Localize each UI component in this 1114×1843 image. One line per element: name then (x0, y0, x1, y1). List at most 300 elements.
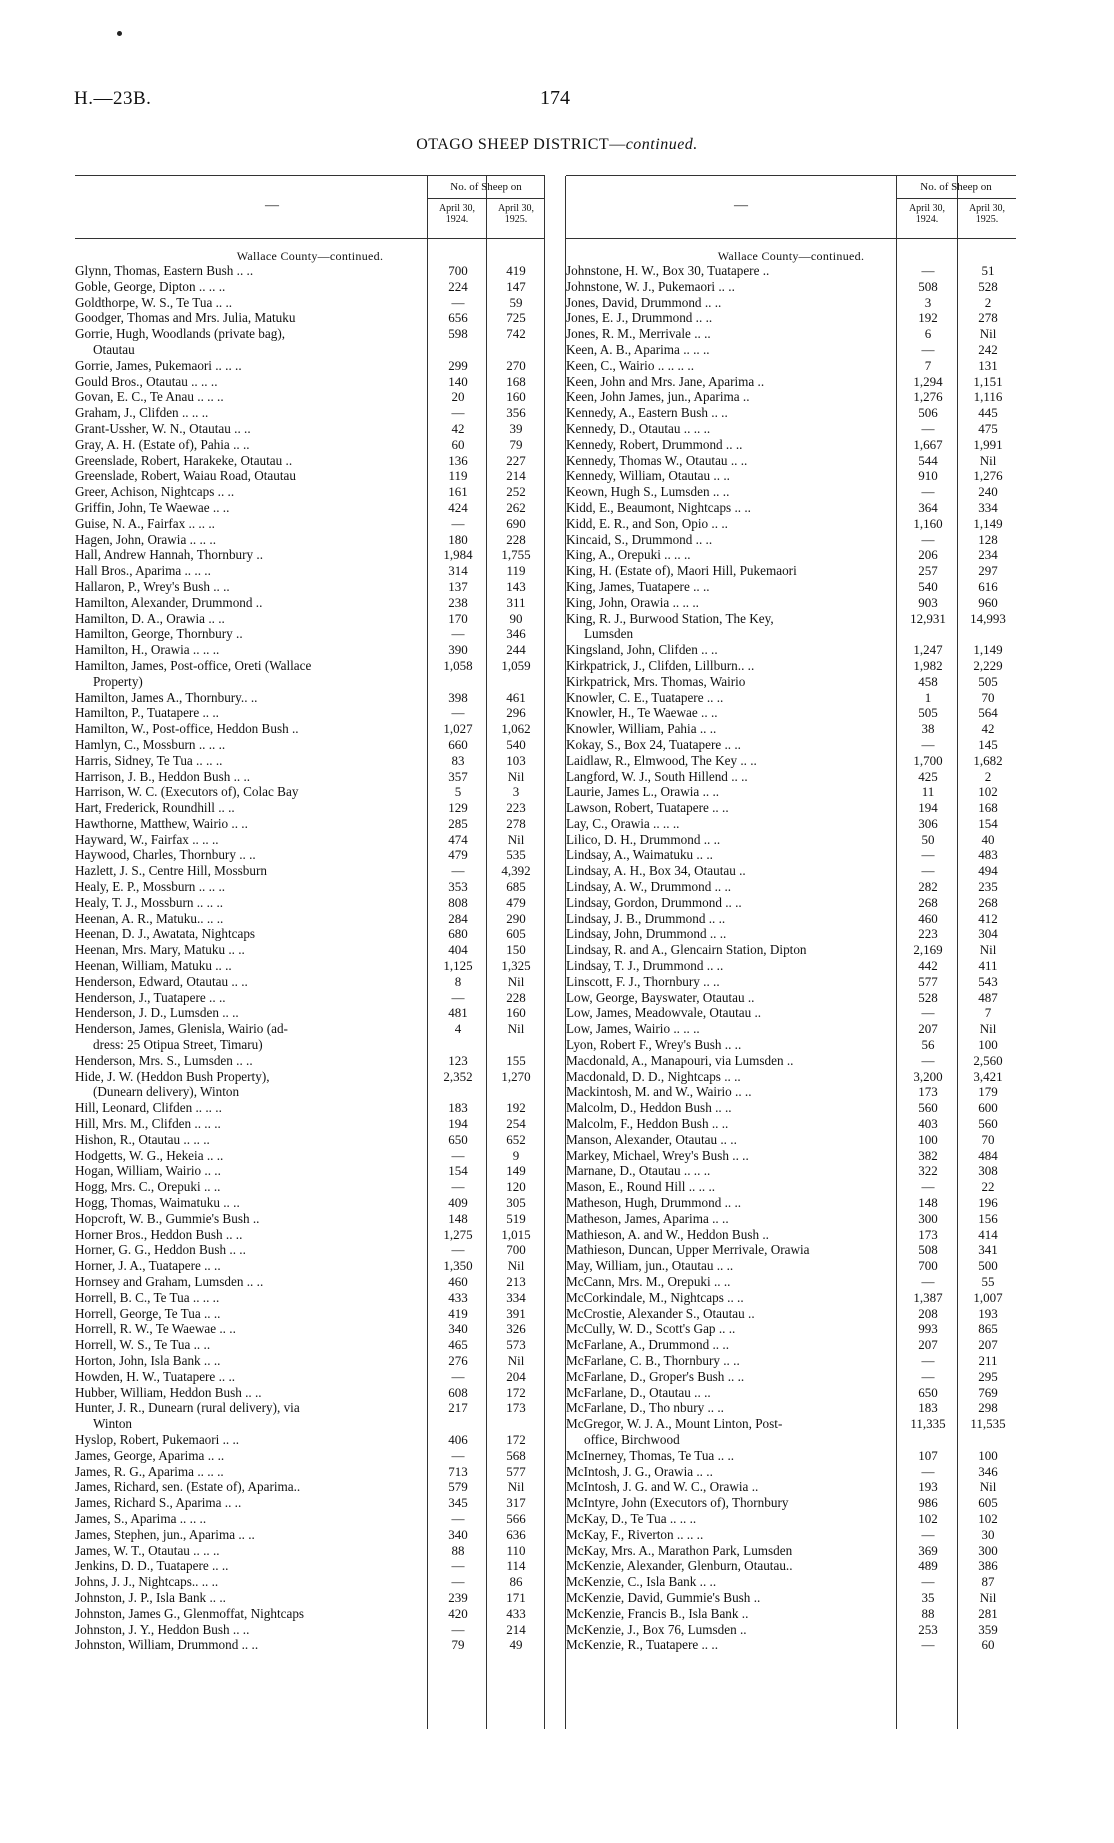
sheep-1925-cell: 179 (978, 1084, 998, 1100)
table-row (75, 1558, 545, 1574)
table-row (75, 1290, 545, 1306)
table-row (75, 1100, 545, 1116)
table-row (566, 358, 1016, 374)
table-row (75, 816, 545, 832)
sheep-1924-cell: — (451, 1447, 465, 1463)
table-row (566, 1116, 1016, 1132)
sheep-1925-cell: 445 (978, 405, 998, 421)
table-row (566, 737, 1016, 753)
table-row (566, 295, 1016, 311)
table-row (566, 800, 1016, 816)
table-row (566, 769, 1016, 785)
owner-cell: Laidlaw, R., Elmwood, The Key .. .. (566, 752, 757, 768)
owner-cell: Lyon, Robert F., Wrey's Bush .. .. (566, 1037, 742, 1053)
sheep-1924-cell: 598 (448, 326, 468, 342)
sheep-1925-cell: 483 (978, 847, 998, 863)
owner-cell: King, R. J., Burwood Station, The Key, (566, 610, 774, 626)
sheep-1924-cell: 1,247 (913, 642, 943, 658)
sheep-1924-cell: 409 (448, 1195, 468, 1211)
table-row (566, 374, 1016, 390)
sheep-1924-cell: 119 (448, 468, 468, 484)
left-rows (75, 263, 545, 1653)
table-row (75, 342, 545, 358)
owner-cell: Horrell, R. W., Te Waewae .. .. (75, 1321, 236, 1337)
owner-cell: Kirkpatrick, Mrs. Thomas, Wairio (566, 673, 746, 689)
year-1925-header (959, 203, 1015, 225)
sheep-1924-cell: 238 (448, 594, 468, 610)
sheep-1925-cell: 1,991 (973, 436, 1003, 452)
owner-cell: Lindsay, A., Waimatuku .. .. (566, 847, 713, 863)
sheep-1925-cell: 120 (506, 1179, 526, 1195)
table-row (75, 1353, 545, 1369)
table-row (75, 1163, 545, 1179)
table-row (566, 1527, 1016, 1543)
sheep-1925-cell: 242 (978, 341, 998, 357)
sheep-1925-cell: 573 (506, 1337, 526, 1353)
report-code: H.—23B. (74, 88, 152, 109)
sheep-1924-cell: 257 (918, 563, 938, 579)
table-row (75, 674, 545, 690)
sheep-1924-cell: 208 (918, 1305, 938, 1321)
sheep-1925-cell: 70 (981, 1131, 995, 1147)
sheep-1925-cell: 14,993 (970, 610, 1006, 626)
owner-cell: McKenzie, Alexander, Glenburn, Otautau.. (566, 1558, 793, 1574)
owner-cell: King, H. (Estate of), Maori Hill, Pukemaori (566, 563, 797, 579)
sheep-1925-cell: 7 (984, 1005, 992, 1021)
sheep-1924-cell: — (451, 294, 465, 310)
sheep-1925-cell: 346 (506, 626, 526, 642)
sheep-1925-cell: 605 (506, 926, 526, 942)
sheep-1925-cell: 391 (506, 1305, 526, 1321)
table-row (566, 721, 1016, 737)
sheep-1925-cell: 479 (506, 894, 526, 910)
owner-cell: Hayward, W., Fairfax .. .. .. (75, 831, 219, 847)
year-1924-header (898, 203, 956, 225)
sheep-1925-cell: Nil (979, 1021, 997, 1037)
sheep-1924-cell: 306 (918, 815, 938, 831)
sheep-1924-cell: 403 (918, 1116, 938, 1132)
sheep-1924-cell: 1,275 (443, 1226, 473, 1242)
table-row (75, 1069, 545, 1085)
owner-cell: Henderson, J., Tuatapere .. .. (75, 989, 226, 1005)
sheep-1924-cell: 353 (448, 879, 468, 895)
table-row (566, 1353, 1016, 1369)
table-row (75, 263, 545, 279)
page-title (0, 136, 1114, 154)
owner-cell: McCully, W. D., Scott's Gap .. .. (566, 1321, 736, 1337)
sheep-1924-cell: 6 (924, 326, 932, 342)
table-row (566, 816, 1016, 832)
sheep-1924-cell: — (451, 1510, 465, 1526)
sheep-1924-cell: 903 (918, 594, 938, 610)
year-1924-header (429, 203, 485, 225)
owner-cell: McKenzie, C., Isla Bank .. .. (566, 1574, 717, 1590)
sheep-1925-cell: 308 (978, 1163, 998, 1179)
table-row (75, 389, 545, 405)
owner-cell: Greer, Achison, Nightcaps .. .. (75, 484, 235, 500)
sheep-1924-cell: 420 (448, 1605, 468, 1621)
owner-cell: James, Richard, sen. (Estate of), Aparima.. (75, 1479, 301, 1495)
sheep-1925-cell: 2,560 (973, 1052, 1003, 1068)
sheep-1924-cell: 1,027 (443, 721, 473, 737)
table-row (75, 642, 545, 658)
owner-cell: Mackintosh, M. and W., Wairio .. .. (566, 1084, 752, 1100)
table-row (566, 1021, 1016, 1037)
sheep-1924-cell: 424 (448, 499, 468, 515)
table-row (75, 990, 545, 1006)
sheep-1925-cell: 484 (978, 1147, 998, 1163)
table-row (566, 1148, 1016, 1164)
table-row (566, 437, 1016, 453)
owner-cell: Goble, George, Dipton .. .. .. (75, 278, 226, 294)
sheep-1924-cell: 137 (448, 578, 468, 594)
table-row (75, 1195, 545, 1211)
owner-cell: Gould Bros., Otautau .. .. .. (75, 373, 218, 389)
table-row (566, 1558, 1016, 1574)
table-row (566, 342, 1016, 358)
sheep-1925-cell: 55 (981, 1274, 995, 1289)
owner-cell: dress: 25 Otipua Street, Timaru) (93, 1037, 263, 1053)
sheep-1925-cell: 240 (978, 484, 998, 500)
sheep-1925-cell: 960 (978, 594, 998, 610)
sheep-1925-cell: 51 (981, 263, 995, 278)
sheep-1924-cell: 406 (448, 1431, 468, 1447)
sheep-1925-cell: 149 (506, 1163, 526, 1179)
sheep-1925-cell: 87 (981, 1574, 995, 1590)
title-main: OTAGO SHEEP DISTRICT— (416, 136, 626, 153)
table-row (75, 1385, 545, 1401)
sheep-1924-cell: 700 (918, 1258, 938, 1274)
table-row (566, 705, 1016, 721)
sheep-1925-cell: 1,276 (973, 468, 1003, 484)
table-row (566, 405, 1016, 421)
sheep-1924-cell: 207 (918, 1337, 938, 1353)
sheep-1925-cell: 160 (506, 389, 526, 405)
table-row (75, 1132, 545, 1148)
sheep-1924-cell: — (921, 263, 935, 278)
sheep-1925-cell: 297 (978, 563, 998, 579)
sheep-1925-cell: 600 (978, 1100, 998, 1116)
sheep-1924-cell: 540 (918, 578, 938, 594)
sheep-1924-cell: 474 (448, 831, 468, 847)
sheep-1924-cell: — (921, 1368, 935, 1384)
table-row (566, 1606, 1016, 1622)
owner-cell: Gorrie, James, Pukemaori .. .. .. (75, 357, 242, 373)
table-row (566, 1258, 1016, 1274)
sheep-1924-cell: 560 (918, 1100, 938, 1116)
sheep-1925-cell: 9 (512, 1147, 520, 1163)
sheep-1924-cell: 20 (451, 389, 465, 405)
table-row (566, 911, 1016, 927)
owner-cell: Mathieson, Duncan, Upper Merrivale, Orawia (566, 1242, 810, 1258)
sheep-1924-cell: 608 (448, 1384, 468, 1400)
sheep-1924-cell: 713 (448, 1463, 468, 1479)
table-row (566, 1274, 1016, 1290)
table-row (75, 1400, 545, 1416)
sheep-1925-cell: 1,007 (973, 1289, 1003, 1305)
sheep-1925-cell: 296 (506, 705, 526, 721)
table-row (566, 753, 1016, 769)
owner-cell: James, Richard S., Aparima .. .. (75, 1495, 242, 1511)
sheep-1924-cell: 123 (448, 1052, 468, 1068)
owner-cell: Harris, Sidney, Te Tua .. .. .. (75, 752, 223, 768)
owner-cell: Johnston, William, Drummond .. .. (75, 1637, 259, 1653)
col2-label-a: April 30, (497, 203, 535, 214)
sheep-1924-cell: 398 (448, 689, 468, 705)
owner-cell: Keown, Hugh S., Lumsden .. .. (566, 484, 730, 500)
owner-cell: Hishon, R., Otautau .. .. .. (75, 1131, 210, 1147)
sheep-1925-cell: 213 (506, 1274, 526, 1289)
table-row (75, 500, 545, 516)
sheep-1924-cell: 460 (918, 910, 938, 926)
sheep-1924-cell: 1,125 (443, 958, 473, 974)
sheep-1925-cell: 1,325 (501, 958, 531, 974)
sheep-1924-cell: — (921, 531, 935, 547)
owner-cell: McKenzie, David, Gummie's Bush .. (566, 1589, 761, 1605)
sheep-1925-cell: 2 (984, 768, 992, 784)
sheep-1925-cell: 207 (978, 1337, 998, 1353)
sheep-1925-cell: 411 (978, 958, 998, 974)
owner-cell: Laurie, James L., Orawia .. .. (566, 784, 720, 800)
sheep-1924-cell: 282 (918, 879, 938, 895)
owner-cell: Henderson, Edward, Otautau .. .. (75, 973, 248, 989)
sheep-1924-cell: 183 (918, 1400, 938, 1416)
sheep-1924-cell: 508 (918, 278, 938, 294)
sheep-1925-cell: 90 (509, 610, 523, 626)
table-row (75, 1084, 545, 1100)
sheep-1925-cell: 317 (506, 1495, 526, 1511)
sheep-1925-cell: 102 (978, 784, 998, 800)
table-row (75, 1574, 545, 1590)
sheep-1925-cell: Nil (979, 1479, 997, 1495)
sheep-1925-cell: Nil (507, 1021, 525, 1037)
col1-label-b: 1924. (915, 214, 939, 225)
sheep-1925-cell: 193 (978, 1305, 998, 1321)
owner-cell: Hamilton, D. A., Orawia .. .. (75, 610, 225, 626)
sheep-1924-cell: — (921, 341, 935, 357)
owner-cell: McFarlane, D., Tho nbury .. .. (566, 1400, 724, 1416)
owner-cell: McKay, F., Riverton .. .. .. (566, 1526, 704, 1542)
sheep-1925-cell: 59 (509, 294, 523, 310)
owner-cell: McCann, Mrs. M., Orepuki .. .. (566, 1274, 731, 1289)
table-row (75, 1148, 545, 1164)
table-row (75, 832, 545, 848)
sheep-1924-cell: 79 (451, 1637, 465, 1653)
table-row (75, 358, 545, 374)
table-row (75, 1227, 545, 1243)
table-row (75, 626, 545, 642)
table-row (566, 784, 1016, 800)
sheep-1924-cell: 340 (448, 1321, 468, 1337)
sheep-1925-cell: 154 (978, 815, 998, 831)
sheep-1924-cell: 276 (448, 1352, 468, 1368)
sheep-1924-cell: — (451, 1368, 465, 1384)
sheep-1925-cell: 341 (978, 1242, 998, 1258)
sheep-1924-cell: 433 (448, 1289, 468, 1305)
table-row (75, 1511, 545, 1527)
owner-cell: Hodgetts, W. G., Hekeia .. .. (75, 1147, 224, 1163)
sheep-1925-cell: 155 (506, 1052, 526, 1068)
sheep-1924-cell: 285 (448, 815, 468, 831)
owner-cell: Kirkpatrick, J., Clifden, Lillburn.. .. (566, 657, 755, 673)
sheep-1925-cell: 3,421 (973, 1068, 1003, 1084)
sheep-1925-cell: 356 (506, 405, 526, 421)
sheep-1924-cell: 660 (448, 736, 468, 752)
sheep-1925-cell: 214 (506, 1621, 526, 1637)
owner-cell: Kennedy, Robert, Drummond .. .. (566, 436, 743, 452)
sheep-1924-cell: 300 (918, 1210, 938, 1226)
sheep-1924-cell: 442 (918, 958, 938, 974)
sheep-1924-cell: 154 (448, 1163, 468, 1179)
sheep-1924-cell: 505 (918, 705, 938, 721)
sheep-1925-cell: 540 (506, 736, 526, 752)
sheep-1924-cell: — (921, 1005, 935, 1021)
left-table-header (75, 175, 545, 239)
owner-cell: Property) (93, 673, 143, 689)
sheep-1924-cell: — (451, 989, 465, 1005)
owner-cell: Hallaron, P., Wrey's Bush .. .. (75, 578, 230, 594)
owner-cell: Horrell, W. S., Te Tua .. .. (75, 1337, 211, 1353)
sheep-1925-cell: 150 (506, 942, 526, 958)
sheep-1925-cell: 168 (978, 800, 998, 816)
page-number: 174 (540, 87, 570, 109)
sheep-1925-cell: Nil (507, 973, 525, 989)
sheep-1925-cell: 1,149 (973, 515, 1003, 531)
sheep-1924-cell: 129 (448, 800, 468, 816)
sheep-1924-cell: 194 (918, 800, 938, 816)
table-row (566, 1100, 1016, 1116)
sheep-1925-cell: 461 (506, 689, 526, 705)
table-row (75, 1369, 545, 1385)
table-row (566, 468, 1016, 484)
right-table (566, 175, 1016, 1653)
table-row (566, 926, 1016, 942)
sheep-1925-cell: 528 (978, 278, 998, 294)
owner-cell: Jones, R. M., Merrivale .. .. (566, 326, 711, 342)
sheep-1925-cell: 79 (509, 436, 523, 452)
sheep-1924-cell: 1,982 (913, 657, 943, 673)
sheep-1924-cell: — (451, 515, 465, 531)
sheep-1924-cell: 579 (448, 1479, 468, 1495)
owner-cell: Macdonald, D. D., Nightcaps .. .. (566, 1068, 741, 1084)
right-table-header (566, 175, 1016, 239)
owner-cell: Macdonald, A., Manapouri, via Lumsden .. (566, 1052, 794, 1068)
sheep-1925-cell: 156 (978, 1210, 998, 1226)
table-row (75, 374, 545, 390)
sheep-1925-cell: 725 (506, 310, 526, 326)
owner-cell: Hide, J. W. (Heddon Bush Property), (75, 1068, 270, 1084)
sheep-1925-cell: 128 (978, 531, 998, 547)
table-row (75, 310, 545, 326)
sheep-1925-cell: 204 (506, 1368, 526, 1384)
table-row (75, 800, 545, 816)
table-row (566, 1511, 1016, 1527)
table-row (566, 1053, 1016, 1069)
table-row (75, 468, 545, 484)
sheep-1925-cell: 119 (506, 563, 526, 579)
table-row (75, 484, 545, 500)
sheep-1924-cell: 345 (448, 1495, 468, 1511)
owner-cell: Henderson, J. D., Lumsden .. .. (75, 1005, 239, 1021)
sheep-1925-cell: 49 (509, 1637, 523, 1653)
sheep-1924-cell: 700 (448, 263, 468, 278)
sheep-1924-cell: 38 (921, 721, 935, 737)
sheep-1924-cell: — (921, 1274, 935, 1289)
table-row (566, 1321, 1016, 1337)
owner-cell: Hawthorne, Matthew, Wairio .. .. (75, 815, 248, 831)
sheep-1924-cell: 577 (918, 973, 938, 989)
sheep-1924-cell: — (451, 705, 465, 721)
sheep-1925-cell: 268 (978, 894, 998, 910)
owner-cell: McKenzie, J., Box 76, Lumsden .. (566, 1621, 747, 1637)
sheep-1925-cell: 254 (506, 1116, 526, 1132)
table-row (75, 705, 545, 721)
table-row (75, 405, 545, 421)
sheep-1925-cell: 278 (978, 310, 998, 326)
sheep-1925-cell: 40 (981, 831, 995, 847)
table-row (566, 1416, 1016, 1432)
sheep-1924-cell: 3 (924, 294, 932, 310)
table-row (566, 1385, 1016, 1401)
table-row (75, 1622, 545, 1638)
sheep-1925-cell: 234 (978, 547, 998, 563)
table-row (75, 1606, 545, 1622)
owner-cell: King, James, Tuatapere .. .. (566, 578, 710, 594)
title-suffix: continued. (625, 136, 698, 153)
owner-cell: James, George, Aparima .. .. (75, 1447, 225, 1463)
table-row (566, 1132, 1016, 1148)
left-table (75, 175, 545, 1653)
sheep-1925-cell: 4,392 (501, 863, 531, 879)
sheep-group-header: No. of Sheep on (450, 181, 522, 193)
sheep-1924-cell: — (451, 1621, 465, 1637)
owner-cell: Low, George, Bayswater, Otautau .. (566, 989, 755, 1005)
col2-label-a: April 30, (968, 203, 1006, 214)
sheep-1924-cell: 11 (921, 784, 935, 800)
sheep-1924-cell: 223 (918, 926, 938, 942)
sheep-1925-cell: 60 (981, 1637, 995, 1653)
table-row (75, 579, 545, 595)
sheep-1924-cell: — (451, 1242, 465, 1258)
owner-cell: Winton (93, 1416, 133, 1432)
owner-cell: James, Stephen, jun., Aparima .. .. (75, 1526, 255, 1542)
sheep-1924-cell: 102 (918, 1510, 938, 1526)
sheep-1924-cell: — (921, 847, 935, 863)
sheep-1925-cell: 228 (506, 531, 526, 547)
sheep-1924-cell: 1,276 (913, 389, 943, 405)
owner-cell: Hamilton, W., Post-office, Heddon Bush .. (75, 721, 299, 737)
sheep-1925-cell: 311 (506, 594, 526, 610)
table-row (566, 1227, 1016, 1243)
sheep-1924-cell: 173 (918, 1084, 938, 1100)
sheep-1924-cell: 2,352 (443, 1068, 473, 1084)
sheep-1925-cell: 223 (506, 800, 526, 816)
sheep-1925-cell: 172 (506, 1384, 526, 1400)
table-row (566, 1369, 1016, 1385)
owner-cell: Johnston, J. Y., Heddon Bush .. .. (75, 1621, 250, 1637)
owner-cell: Govan, E. C., Te Anau .. .. .. (75, 389, 224, 405)
owner-cell: Johnstone, H. W., Box 30, Tuatapere .. (566, 263, 770, 278)
sheep-1925-cell: 86 (509, 1574, 523, 1590)
sheep-1924-cell: 217 (448, 1400, 468, 1416)
table-row (75, 547, 545, 563)
sheep-1924-cell: 1 (924, 689, 932, 705)
sheep-1925-cell: 636 (506, 1526, 526, 1542)
owner-cell: Otautau (93, 341, 135, 357)
owner-cell: Healy, E. P., Mossburn .. .. .. (75, 879, 226, 895)
owner-cell: Jones, David, Drummond .. .. (566, 294, 722, 310)
owner-cell: Manson, Alexander, Otautau .. .. (566, 1131, 737, 1147)
